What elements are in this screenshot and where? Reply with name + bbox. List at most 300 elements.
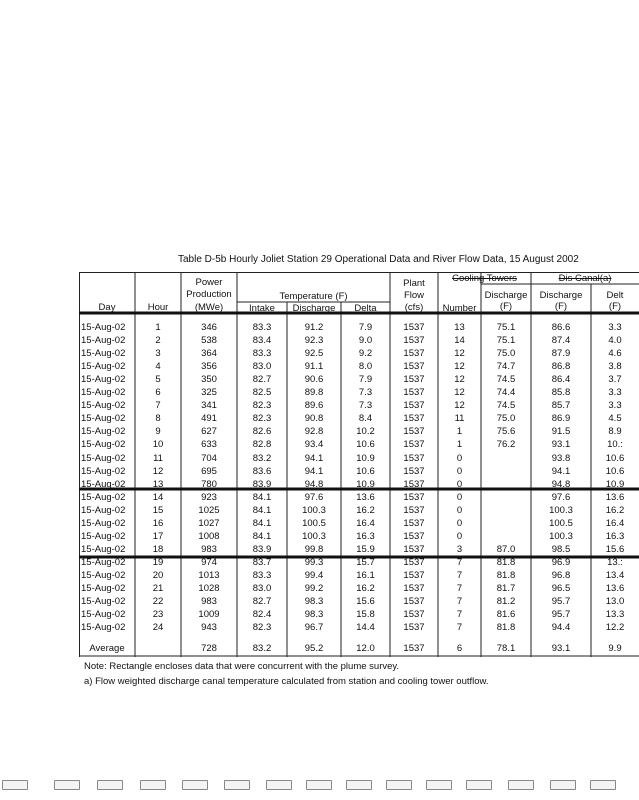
cell-intake: 82.3 xyxy=(252,413,272,425)
cell-hour: 17 xyxy=(152,530,164,542)
cell-day: 15-Aug-02 xyxy=(81,583,126,594)
cell-intake: 83.3 xyxy=(252,322,272,333)
cell-power: 346 xyxy=(201,322,217,333)
header-plant-line2: Flow xyxy=(403,290,425,301)
cell-hour: 19 xyxy=(152,556,164,568)
average-delta: 12.0 xyxy=(356,643,375,654)
cell-dc: 95.7 xyxy=(551,609,571,621)
cell-hour: 1 xyxy=(155,322,161,333)
binder-hole xyxy=(466,780,492,790)
cell-number: 7 xyxy=(456,583,463,594)
cell-power: 538 xyxy=(201,335,217,347)
cell-day: 15-Aug-02 xyxy=(81,530,126,542)
cell-hour: 3 xyxy=(155,348,161,360)
cell-number: 7 xyxy=(456,596,463,608)
cell-flow: 1537 xyxy=(403,556,425,568)
cell-dcd: 4.5 xyxy=(608,413,622,425)
cell-hour: 10 xyxy=(152,439,164,451)
header-delta: Delta xyxy=(354,303,377,314)
cell-day: 15-Aug-02 xyxy=(81,622,126,634)
cell-power: 983 xyxy=(201,596,217,608)
cell-power: 1027 xyxy=(198,517,220,529)
cell-delta: 16.1 xyxy=(356,569,375,581)
cell-discharge: 99.2 xyxy=(304,583,324,594)
cell-flow: 1537 xyxy=(403,569,425,581)
cell-delta: 10.6 xyxy=(356,439,375,451)
header-dc-delta-unit: (F) xyxy=(608,301,622,312)
cell-dc: 93.8 xyxy=(551,452,571,464)
cell-discharge: 91.1 xyxy=(304,361,324,373)
cell-flow: 1537 xyxy=(403,583,425,594)
cell-ct: 74.5 xyxy=(496,400,516,412)
average-dc: 93.1 xyxy=(551,643,571,654)
cell-number: 14 xyxy=(454,335,465,347)
cell-day: 15-Aug-02 xyxy=(81,465,126,477)
cell-number: 13 xyxy=(454,322,465,333)
cell-hour: 7 xyxy=(155,400,161,412)
binder-hole xyxy=(97,780,123,790)
average-power: 728 xyxy=(201,643,217,654)
cell-dc: 98.5 xyxy=(551,543,571,555)
cell-dcd: 13.6 xyxy=(605,491,625,503)
cell-hour: 24 xyxy=(152,622,164,634)
cell-hour: 4 xyxy=(155,361,161,373)
cell-power: 491 xyxy=(201,413,217,425)
cell-power: 943 xyxy=(201,622,217,634)
cell-intake: 82.7 xyxy=(252,596,272,608)
cell-number: 7 xyxy=(456,556,463,568)
cell-power: 704 xyxy=(201,452,217,464)
binder-hole xyxy=(224,780,250,790)
cell-dc: 86.9 xyxy=(551,413,571,425)
cell-intake: 83.6 xyxy=(252,465,272,477)
cell-flow: 1537 xyxy=(403,374,425,386)
cell-discharge: 96.7 xyxy=(304,622,324,634)
cell-dc: 97.6 xyxy=(551,491,571,503)
cell-number: 7 xyxy=(456,622,463,634)
cell-ct: 75.6 xyxy=(496,426,516,438)
cell-day: 15-Aug-02 xyxy=(81,361,126,373)
cell-number: 12 xyxy=(454,374,465,386)
cell-flow: 1537 xyxy=(403,439,425,451)
cell-day: 15-Aug-02 xyxy=(81,387,126,399)
cell-discharge: 92.3 xyxy=(304,335,324,347)
average-number: 6 xyxy=(456,643,463,654)
cell-ct: 81.6 xyxy=(496,609,516,621)
cell-number: 11 xyxy=(454,413,465,425)
cell-discharge: 90.6 xyxy=(304,374,324,386)
header-temperature: Temperature (F) xyxy=(279,291,348,302)
cell-dcd: 3.3 xyxy=(608,400,622,412)
cell-intake: 82.3 xyxy=(252,622,272,634)
cell-power: 627 xyxy=(201,426,217,438)
cell-discharge: 100.3 xyxy=(302,504,326,516)
cell-dcd: 13.0 xyxy=(605,596,625,608)
cell-dc: 100.3 xyxy=(549,530,573,542)
cell-flow: 1537 xyxy=(403,609,425,621)
cell-day: 15-Aug-02 xyxy=(81,374,126,386)
header-day: Day xyxy=(98,302,116,313)
cell-day: 15-Aug-02 xyxy=(81,478,126,490)
cell-dc: 87.4 xyxy=(551,335,571,347)
cell-flow: 1537 xyxy=(403,452,425,464)
cell-dc: 86.8 xyxy=(551,361,571,373)
cell-intake: 83.0 xyxy=(252,361,272,373)
average-ct: 78.1 xyxy=(496,643,516,654)
header-cooling-towers: Cooling Towers xyxy=(452,273,517,284)
cell-discharge: 97.6 xyxy=(304,491,324,503)
cell-dcd: 3.8 xyxy=(608,361,622,373)
cell-delta: 7.3 xyxy=(358,400,373,412)
cell-dc: 96.8 xyxy=(551,569,571,581)
cell-delta: 16.2 xyxy=(356,504,375,516)
cell-delta: 15.9 xyxy=(356,543,375,555)
binder-hole xyxy=(306,780,332,790)
header-dc-discharge-unit: (F) xyxy=(554,301,568,312)
table-title: Table D-5b Hourly Joliet Station 29 Operational Data and River Flow Data, 15 August 2002 xyxy=(178,254,579,265)
cell-delta: 7.9 xyxy=(358,374,373,386)
header-plant-line3: (cfs) xyxy=(404,302,424,313)
cell-dc: 93.1 xyxy=(551,439,571,451)
cell-ct: 81.2 xyxy=(496,596,516,608)
cell-power: 923 xyxy=(201,491,217,503)
cell-number: 0 xyxy=(456,530,463,542)
cell-ct: 75.1 xyxy=(496,322,516,333)
cell-discharge: 89.6 xyxy=(304,400,324,412)
cell-day: 15-Aug-02 xyxy=(81,335,126,347)
binder-hole xyxy=(590,780,616,790)
cell-day: 15-Aug-02 xyxy=(81,452,126,464)
cell-power: 350 xyxy=(201,374,217,386)
cell-delta: 15.7 xyxy=(356,556,375,568)
binder-hole xyxy=(508,780,534,790)
cell-intake: 82.6 xyxy=(252,426,272,438)
cell-dcd: 13.6 xyxy=(605,583,625,594)
cell-dc: 85.8 xyxy=(551,387,571,399)
cell-number: 0 xyxy=(456,478,463,490)
cell-discharge: 94.8 xyxy=(304,478,324,490)
cell-hour: 20 xyxy=(152,569,164,581)
table-note: Note: Rectangle encloses data that were concurrent with the plume survey. xyxy=(84,661,400,672)
cell-discharge: 98.3 xyxy=(304,609,324,621)
cell-intake: 83.9 xyxy=(252,478,272,490)
cell-intake: 82.3 xyxy=(252,400,272,412)
cell-flow: 1537 xyxy=(403,504,425,516)
cell-day: 15-Aug-02 xyxy=(81,413,126,425)
cell-dcd: 10.6 xyxy=(605,452,625,464)
cell-ct: 75.0 xyxy=(496,413,516,425)
cell-dcd: 10.9 xyxy=(605,478,625,490)
cell-intake: 84.1 xyxy=(252,491,272,503)
cell-flow: 1537 xyxy=(403,387,425,399)
cell-ct: 74.5 xyxy=(496,374,516,386)
cell-power: 341 xyxy=(201,400,217,412)
cell-flow: 1537 xyxy=(403,465,425,477)
cell-discharge: 99.8 xyxy=(304,543,324,555)
cell-power: 356 xyxy=(201,361,217,373)
header-power-line1: Power xyxy=(195,277,223,288)
cell-day: 15-Aug-02 xyxy=(81,348,126,360)
cell-number: 12 xyxy=(454,400,465,412)
cell-dc: 94.4 xyxy=(551,622,571,634)
header-intake: Intake xyxy=(249,303,275,314)
binder-hole xyxy=(2,780,28,790)
cell-delta: 10.6 xyxy=(356,465,375,477)
cell-power: 325 xyxy=(201,387,217,399)
cell-flow: 1537 xyxy=(403,348,425,360)
cell-dc: 85.7 xyxy=(551,400,571,412)
cell-delta: 9.0 xyxy=(358,335,373,347)
cell-flow: 1537 xyxy=(403,413,425,425)
header-ct-discharge: Discharge xyxy=(484,290,528,301)
cell-dc: 86.6 xyxy=(551,322,571,333)
binder-hole xyxy=(266,780,292,790)
cell-ct: 75.1 xyxy=(496,335,516,347)
cell-day: 15-Aug-02 xyxy=(81,543,126,555)
cell-dcd: 13.4 xyxy=(605,569,625,581)
cell-dcd: 13.: xyxy=(607,556,623,568)
cell-delta: 15.6 xyxy=(356,596,375,608)
cell-intake: 82.7 xyxy=(252,374,272,386)
binder-hole xyxy=(54,780,80,790)
cell-day: 15-Aug-02 xyxy=(81,517,126,529)
average-discharge: 95.2 xyxy=(304,643,324,654)
cell-dcd: 16.2 xyxy=(605,504,625,516)
cell-delta: 10.2 xyxy=(356,426,375,438)
cell-power: 633 xyxy=(201,439,217,451)
cell-hour: 8 xyxy=(155,413,161,425)
cell-dc: 91.5 xyxy=(551,426,571,438)
cell-number: 3 xyxy=(456,543,463,555)
cell-number: 0 xyxy=(456,452,463,464)
cell-number: 7 xyxy=(456,609,463,621)
cell-hour: 12 xyxy=(152,465,164,477)
cell-ct: 81.8 xyxy=(496,569,516,581)
cell-dcd: 15.6 xyxy=(605,543,625,555)
cell-hour: 13 xyxy=(152,478,164,490)
cell-discharge: 91.2 xyxy=(304,322,324,333)
cell-number: 12 xyxy=(454,387,465,399)
cell-discharge: 99.3 xyxy=(304,556,324,568)
header-discharge: Discharge xyxy=(292,303,336,314)
cell-dc: 86.4 xyxy=(551,374,571,386)
cell-dcd: 8.9 xyxy=(608,426,622,438)
cell-flow: 1537 xyxy=(403,478,425,490)
cell-dcd: 10.6 xyxy=(605,465,625,477)
cell-day: 15-Aug-02 xyxy=(81,400,126,412)
cell-hour: 21 xyxy=(152,583,164,594)
cell-dcd: 16.4 xyxy=(605,517,625,529)
cell-discharge: 93.4 xyxy=(304,439,324,451)
header-dis-canal: Dis Canal(a) xyxy=(558,273,612,284)
average-flow: 1537 xyxy=(403,643,425,654)
cell-intake: 83.3 xyxy=(252,569,272,581)
average-intake: 83.2 xyxy=(252,643,272,654)
cell-dc: 95.7 xyxy=(551,596,571,608)
cell-hour: 22 xyxy=(152,596,164,608)
cell-intake: 83.3 xyxy=(252,348,272,360)
header-ct-discharge-unit: (F) xyxy=(499,301,513,312)
cell-number: 0 xyxy=(456,517,463,529)
cell-flow: 1537 xyxy=(403,543,425,555)
cell-dc: 100.3 xyxy=(549,504,573,516)
header-dc-delta: Delt xyxy=(606,290,624,301)
cell-dc: 94.8 xyxy=(551,478,571,490)
cell-delta: 10.9 xyxy=(356,452,375,464)
cell-delta: 9.2 xyxy=(358,348,373,360)
cell-delta: 8.4 xyxy=(358,413,373,425)
cell-intake: 84.1 xyxy=(252,517,272,529)
cell-discharge: 90.8 xyxy=(304,413,324,425)
cell-dcd: 3.3 xyxy=(608,387,622,399)
header-plant-line1: Plant xyxy=(403,278,425,289)
cell-flow: 1537 xyxy=(403,530,425,542)
cell-day: 15-Aug-02 xyxy=(81,556,126,568)
data-table xyxy=(79,272,639,657)
cell-power: 1028 xyxy=(198,583,220,594)
cell-delta: 16.2 xyxy=(356,583,375,594)
cell-ct: 76.2 xyxy=(496,439,516,451)
cell-dcd: 3.7 xyxy=(608,374,622,386)
cell-power: 1009 xyxy=(198,609,220,621)
cell-dc: 96.9 xyxy=(551,556,571,568)
cell-intake: 83.9 xyxy=(252,543,272,555)
cell-flow: 1537 xyxy=(403,335,425,347)
cell-day: 15-Aug-02 xyxy=(81,322,126,333)
cell-power: 364 xyxy=(201,348,217,360)
cell-dc: 94.1 xyxy=(551,465,571,477)
binder-hole xyxy=(386,780,412,790)
cell-discharge: 98.3 xyxy=(304,596,324,608)
cell-intake: 84.1 xyxy=(252,530,272,542)
cell-hour: 5 xyxy=(155,374,161,386)
cell-day: 15-Aug-02 xyxy=(81,609,126,621)
binder-hole xyxy=(140,780,166,790)
cell-delta: 16.4 xyxy=(356,517,375,529)
cell-ct: 74.7 xyxy=(496,361,516,373)
cell-flow: 1537 xyxy=(403,491,425,503)
cell-discharge: 100.3 xyxy=(302,530,326,542)
cell-dcd: 4.0 xyxy=(608,335,622,347)
cell-hour: 14 xyxy=(152,491,164,503)
cell-intake: 83.4 xyxy=(252,335,272,347)
cell-dcd: 10.: xyxy=(607,439,623,451)
cell-power: 1008 xyxy=(198,530,220,542)
cell-flow: 1537 xyxy=(403,361,425,373)
cell-hour: 23 xyxy=(152,609,164,621)
cell-delta: 16.3 xyxy=(356,530,375,542)
cell-hour: 2 xyxy=(155,335,161,347)
cell-day: 15-Aug-02 xyxy=(81,596,126,608)
cell-number: 12 xyxy=(454,348,465,360)
cell-intake: 83.2 xyxy=(252,452,272,464)
cell-discharge: 92.8 xyxy=(304,426,324,438)
cell-day: 15-Aug-02 xyxy=(81,439,126,451)
cell-intake: 83.0 xyxy=(252,583,272,594)
cell-power: 780 xyxy=(201,478,217,490)
binder-hole xyxy=(346,780,372,790)
cell-delta: 10.9 xyxy=(356,478,375,490)
binder-hole xyxy=(426,780,452,790)
binder-hole xyxy=(182,780,208,790)
cell-discharge: 92.5 xyxy=(304,348,324,360)
average-dcd: 9.9 xyxy=(608,643,622,654)
cell-power: 983 xyxy=(201,543,217,555)
cell-dc: 96.5 xyxy=(551,583,571,594)
cell-discharge: 100.5 xyxy=(302,517,326,529)
cell-number: 1 xyxy=(456,426,463,438)
cell-intake: 84.1 xyxy=(252,504,272,516)
cell-delta: 14.4 xyxy=(356,622,375,634)
cell-delta: 8.0 xyxy=(358,361,373,373)
cell-dcd: 4.6 xyxy=(608,348,622,360)
cell-ct: 81.7 xyxy=(496,583,516,594)
header-hour: Hour xyxy=(147,302,169,313)
cell-flow: 1537 xyxy=(403,400,425,412)
cell-hour: 6 xyxy=(155,387,161,399)
cell-number: 0 xyxy=(456,504,463,516)
cell-delta: 15.8 xyxy=(356,609,375,621)
header-power-line3: (MWe) xyxy=(194,302,224,313)
cell-power: 1013 xyxy=(198,569,220,581)
cell-ct: 87.0 xyxy=(496,543,516,555)
cell-power: 1025 xyxy=(198,504,220,516)
cell-flow: 1537 xyxy=(403,426,425,438)
cell-intake: 82.5 xyxy=(252,387,272,399)
cell-discharge: 94.1 xyxy=(304,465,324,477)
cell-number: 12 xyxy=(454,361,465,373)
header-number: Number xyxy=(442,303,477,314)
cell-hour: 16 xyxy=(152,517,164,529)
cell-delta: 7.9 xyxy=(358,322,373,333)
header-power-line2: Production xyxy=(186,289,232,300)
cell-ct: 81.8 xyxy=(496,622,516,634)
cell-discharge: 94.1 xyxy=(304,452,324,464)
cell-number: 1 xyxy=(456,439,463,451)
cell-dcd: 16.3 xyxy=(605,530,625,542)
cell-ct: 74.4 xyxy=(496,387,516,399)
cell-ct: 75.0 xyxy=(496,348,516,360)
cell-number: 0 xyxy=(456,491,463,503)
cell-day: 15-Aug-02 xyxy=(81,504,126,516)
cell-hour: 15 xyxy=(152,504,164,516)
cell-dcd: 12.2 xyxy=(605,622,625,634)
cell-discharge: 99.4 xyxy=(304,569,324,581)
header-dc-discharge: Discharge xyxy=(539,290,583,301)
cell-dcd: 3.3 xyxy=(608,322,622,333)
cell-dc: 87.9 xyxy=(551,348,571,360)
binder-holes xyxy=(0,778,618,794)
cell-flow: 1537 xyxy=(403,517,425,529)
cell-power: 974 xyxy=(201,556,217,568)
cell-intake: 82.4 xyxy=(252,609,272,621)
cell-number: 7 xyxy=(456,569,463,581)
cell-discharge: 89.8 xyxy=(304,387,324,399)
cell-dc: 100.5 xyxy=(549,517,573,529)
cell-dcd: 13.3 xyxy=(605,609,625,621)
cell-delta: 7.3 xyxy=(358,387,373,399)
cell-hour: 18 xyxy=(152,543,164,555)
cell-day: 15-Aug-02 xyxy=(81,569,126,581)
binder-hole xyxy=(550,780,576,790)
cell-intake: 83.7 xyxy=(252,556,272,568)
cell-flow: 1537 xyxy=(403,322,425,333)
cell-flow: 1537 xyxy=(403,596,425,608)
average-label: Average xyxy=(89,643,125,654)
table-footnote: a) Flow weighted discharge canal temperature calculated from station and cooling tower outflow. xyxy=(84,676,489,687)
cell-flow: 1537 xyxy=(403,622,425,634)
cell-power: 695 xyxy=(201,465,217,477)
